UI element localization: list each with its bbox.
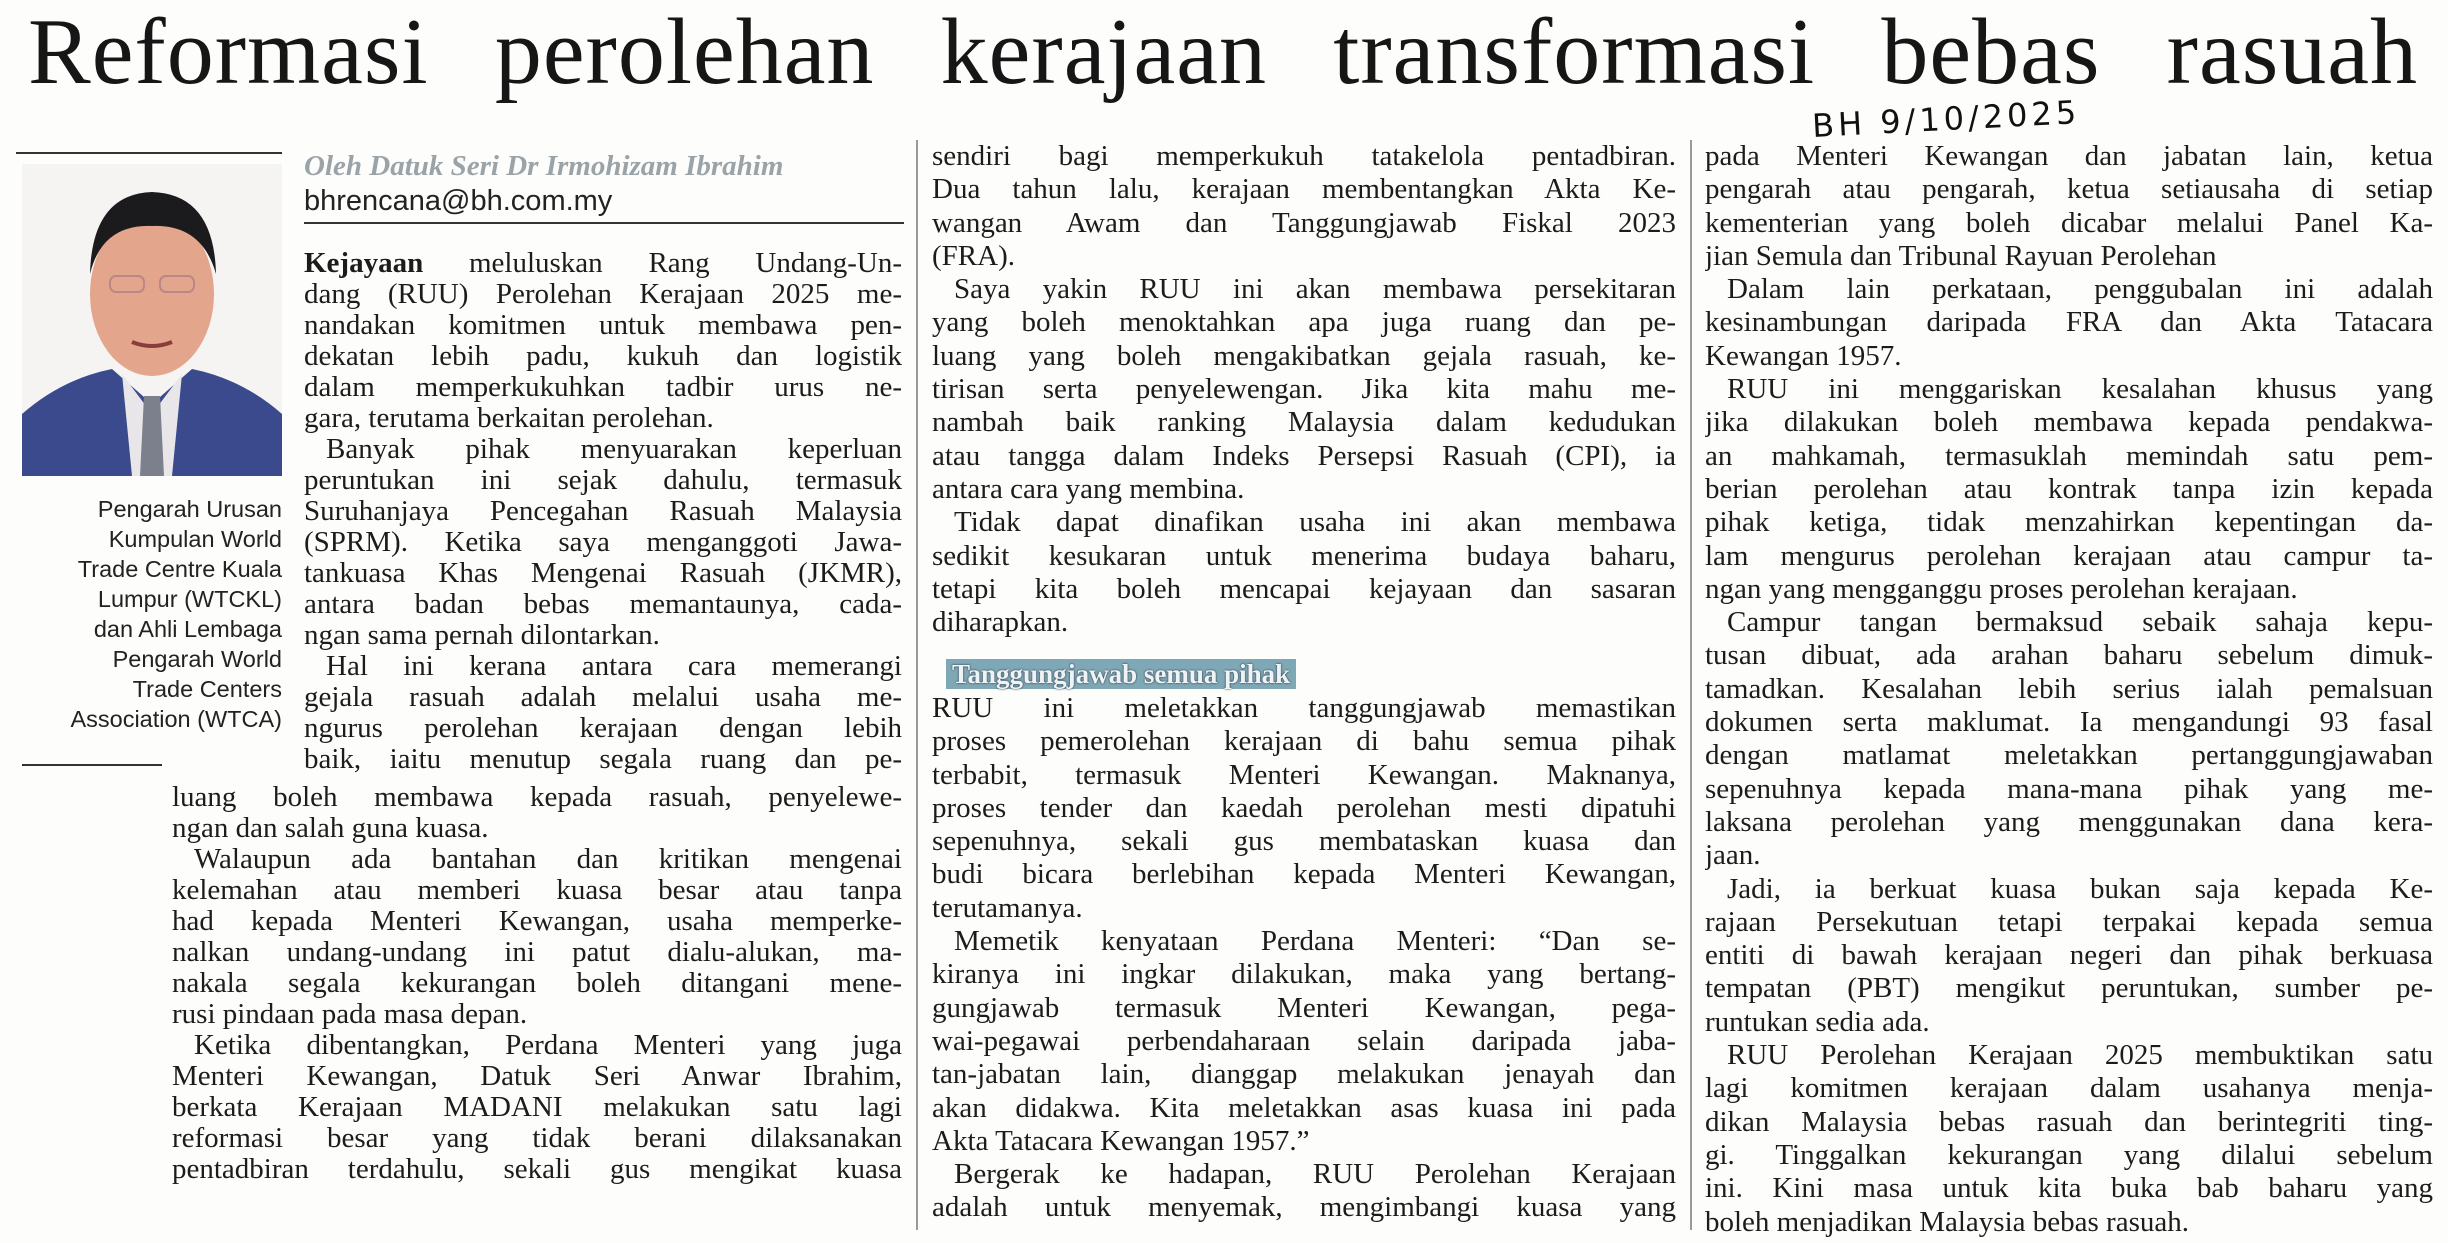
caption-line: Kumpulan World	[108, 526, 282, 552]
text-line: RUU ini meletakkan tanggungjawab memastikan	[932, 692, 1676, 724]
text-line: entiti di bawah kerajaan negeri dan pihak berkuasa	[1705, 939, 2433, 972]
author-caption	[20, 494, 282, 734]
text-line: peruntukan ini sejak dahulu, termasuk	[304, 465, 902, 496]
text-line: rusi pindaan pada masa depan.	[172, 999, 528, 1030]
lead-word: Kejayaan	[304, 248, 424, 279]
text-line: had kepada Menteri Kewangan, usaha memperke-	[172, 906, 902, 937]
text-line: proses tender dan kaedah perolehan mesti dipatuhi	[932, 791, 1676, 824]
text-line: dokumen serta maklumat. Ia mengandungi 93 fasal	[1705, 706, 2433, 739]
text-line: terutamanya.	[932, 891, 1083, 924]
text-line: luang yang boleh mengakibatkan gejala rasuah, ke-	[932, 339, 1676, 372]
text-line: budi bicara berlebihan kepada Menteri Kewangan,	[932, 858, 1676, 891]
text-line: berian perolehan atau kontrak tanpa izin kepada	[1705, 472, 2433, 505]
text-line: tamadkan. Kesalahan lebih serius ialah pemalsuan	[1705, 672, 2433, 705]
text-line: tankuasa Khas Mengenai Rasuah (JKMR),	[304, 558, 902, 589]
text-line: Memetik kenyataan Perdana Menteri: “Dan se-	[954, 925, 1676, 958]
text-line: an mahkamah, termasuklah memindah satu pem-	[1705, 439, 2433, 472]
text-line: dikan Malaysia bebas rasuah dan berintegriti ting-	[1705, 1105, 2433, 1138]
text-line: antara badan bebas memantaunya, cada-	[304, 589, 902, 620]
text-line: rajaan Persekutuan tetapi terpakai kepada semua	[1705, 905, 2433, 938]
text-line: gungjawab termasuk Menteri Kewangan, pega-	[932, 991, 1676, 1024]
text-line: laksana perolehan yang menggunakan dana kera-	[1705, 805, 2433, 838]
caption-line: Trade Centers	[132, 676, 282, 702]
text-line: Kejayaan meluluskan Rang Undang-Un-	[304, 248, 902, 279]
text-line: akan didakwa. Kita meletakkan asas kuasa ini pada	[932, 1091, 1676, 1124]
text-line: kiranya ini ingkar dilakukan, maka yang bertang-	[932, 958, 1676, 991]
caption-line: Pengarah World	[112, 646, 282, 672]
text-line: sedikit kesukaran untuk menerima budaya baharu,	[932, 539, 1676, 572]
text-line: ngan dan salah guna kuasa.	[172, 813, 489, 844]
text-line: Saya yakin RUU ini akan membawa persekitaran	[954, 273, 1676, 306]
text-line: jaan.	[1705, 839, 1761, 872]
text-line: tempatan (PBT) mengikut peruntukan, sumber pe-	[1705, 972, 2433, 1005]
text-line: nandakan komitmen untuk membawa pen-	[304, 310, 902, 341]
text-line: atau tangga dalam Indeks Persepsi Rasuah (CPI), ia	[932, 439, 1676, 472]
divider	[22, 764, 162, 766]
divider	[304, 222, 904, 224]
text-line: gejala rasuah adalah melalui usaha me-	[304, 682, 902, 713]
column-1-top	[304, 248, 902, 775]
text-line: pengarah atau pengarah, ketua setiausaha di setiap	[1705, 173, 2433, 206]
caption-line: Pengarah Urusan	[97, 496, 282, 522]
text-line: tirisan serta penyelewengan. Jika kita mahu me-	[932, 373, 1676, 406]
text-line: Jadi, ia berkuat kuasa bukan saja kepada Ke-	[1727, 872, 2433, 905]
text-line: boleh menjadikan Malaysia bebas rasuah.	[1705, 1205, 2189, 1238]
text-line: ngurus perolehan kerajaan dengan lebih	[304, 713, 902, 744]
handwritten-date-note: BH 9/10/2025	[1811, 93, 2082, 145]
text-line: pada Menteri Kewangan dan jabatan lain, ketua	[1705, 140, 2433, 172]
text-line: proses pemerolehan kerajaan di bahu semua pihak	[932, 725, 1676, 758]
text-line: kementerian yang boleh dicabar melalui Panel Ka-	[1705, 206, 2433, 239]
author-byline: Oleh Datuk Seri Dr Irmohizam Ibrahim	[304, 150, 784, 182]
text-line: ngan yang mengganggu proses perolehan kerajaan.	[1705, 572, 2298, 605]
text-line: kelemahan atau memberi kuasa besar atau tanpa	[172, 875, 902, 906]
text-line: Dalam lain perkataan, penggubalan ini adalah	[1727, 273, 2433, 306]
text-line: dalam memperkukuhkan tadbir urus ne-	[304, 372, 902, 403]
text-line: Menteri Kewangan, Datuk Seri Anwar Ibrahim,	[172, 1061, 902, 1092]
text-line: Hal ini kerana antara cara memerangi	[326, 651, 902, 682]
text-line: terbabit, termasuk Menteri Kewangan. Maknanya,	[932, 758, 1676, 791]
text-line: Walaupun ada bantahan dan kritikan mengenai	[194, 844, 902, 875]
headline: Reformasi perolehan kerajaan transformasi bebas rasuah	[28, 0, 2418, 104]
text-line: sepenuhnya, sekali gus membataskan kuasa dan	[932, 825, 1676, 858]
caption-line: Association (WTCA)	[70, 706, 282, 732]
text-line: Kewangan 1957.	[1705, 339, 1902, 372]
text-line: nambah baik ranking Malaysia dalam kedudukan	[932, 406, 1676, 439]
author-email[interactable]: bhrencana@bh.com.my	[304, 185, 613, 217]
text-line: baik, iaitu menutup segala ruang dan pe-	[304, 744, 902, 775]
text-line: yang boleh menoktahkan apa juga ruang dan pe-	[932, 306, 1676, 339]
text-line: pentadbiran terdahulu, sekali gus mengikat kuasa	[172, 1154, 902, 1185]
text-line: wai-pegawai perbendaharaan selain daripada jaba-	[932, 1024, 1676, 1057]
text-line: berkata Kerajaan MADANI melakukan satu lagi	[172, 1092, 902, 1123]
column-rule	[916, 140, 918, 1230]
text-line: dang (RUU) Perolehan Kerajaan 2025 me-	[304, 279, 902, 310]
text-line: (SPRM). Ketika saya menganggoti Jawa-	[304, 527, 902, 558]
text-line: Campur tangan bermaksud sebaik sahaja kepu-	[1727, 606, 2433, 639]
column-1-bottom	[172, 782, 902, 1185]
text-line: Banyak pihak menyuarakan keperluan	[326, 434, 902, 465]
text-line: dekatan lebih padu, kukuh dan logistik	[304, 341, 902, 372]
caption-line: dan Ahli Lembaga	[93, 616, 282, 642]
caption-line: Trade Centre Kuala	[77, 556, 282, 582]
text-line: sendiri bagi memperkukuh tatakelola pentadbiran.	[932, 140, 1676, 172]
column-2-bottom	[932, 692, 1676, 1225]
text-line: (FRA).	[932, 239, 1015, 272]
text-line: Ketika dibentangkan, Perdana Menteri yang juga	[194, 1030, 902, 1061]
text-line: dengan matlamat meletakkan pertanggungjawaban	[1705, 739, 2433, 772]
text-line: kesinambungan daripada FRA dan Akta Tatacara	[1705, 306, 2433, 339]
text-line: Dua tahun lalu, kerajaan membentangkan Akta Ke-	[932, 173, 1676, 206]
text-line: ngan sama pernah dilontarkan.	[304, 620, 660, 651]
text-line: RUU ini menggariskan kesalahan khusus yang	[1727, 373, 2433, 406]
divider	[16, 152, 282, 154]
text-line: tan-jabatan lain, dianggap melakukan jenayah dan	[932, 1058, 1676, 1091]
column-3	[1705, 140, 2433, 1239]
text-line: wangan Awam dan Tanggungjawab Fiskal 2023	[932, 206, 1676, 239]
text-line: gi. Tinggalkan kekurangan yang dilalui sebelum	[1705, 1138, 2433, 1171]
text-line: diharapkan.	[932, 606, 1069, 639]
text-line: Akta Tatacara Kewangan 1957.”	[932, 1124, 1310, 1157]
text-line: jika dilakukan boleh membawa kepada pendakwa-	[1705, 406, 2433, 439]
text-line: nalkan undang-undang ini patut dialu-alukan, ma-	[172, 937, 902, 968]
subheading: Tanggungjawab semua pihak	[946, 659, 1296, 689]
text-line: pihak ketiga, tidak menzahirkan kepentingan da-	[1705, 506, 2433, 539]
text-line: Suruhanjaya Pencegahan Rasuah Malaysia	[304, 496, 902, 527]
column-2-top	[932, 140, 1676, 639]
text-line: nakala segala kekurangan boleh ditangani mene-	[172, 968, 902, 999]
text-line: Tidak dapat dinafikan usaha ini akan membawa	[954, 506, 1676, 539]
text-line: ini. Kini masa untuk kita buka bab baharu yang	[1705, 1172, 2433, 1205]
text-line: tetapi kita boleh mencapai kejayaan dan sasaran	[932, 572, 1676, 605]
text-line: Bergerak ke hadapan, RUU Perolehan Kerajaan	[954, 1158, 1676, 1191]
text-line: sepenuhnya kepada mana-mana pihak yang me-	[1705, 772, 2433, 805]
text-line: reformasi besar yang tidak berani dilaksanakan	[172, 1123, 902, 1154]
text-line: lam mengurus perolehan kerajaan atau campur ta-	[1705, 539, 2433, 572]
text-line: runtukan sedia ada.	[1705, 1005, 1930, 1038]
text-line: adalah untuk menyemak, mengimbangi kuasa yang	[932, 1191, 1676, 1224]
text-line: RUU Perolehan Kerajaan 2025 membuktikan satu	[1727, 1039, 2433, 1072]
text-line: gara, terutama berkaitan perolehan.	[304, 403, 714, 434]
text-line: antara cara yang membina.	[932, 472, 1245, 505]
text-line: luang boleh membawa kepada rasuah, penyelewe-	[172, 782, 902, 813]
column-rule	[1690, 140, 1692, 1230]
caption-line: Lumpur (WTCKL)	[97, 586, 282, 612]
author-photo	[22, 164, 282, 476]
text-line: tusan dibuat, ada arahan baharu sebelum dimuk-	[1705, 639, 2433, 672]
text-line: jian Semula dan Tribunal Rayuan Perolehan	[1705, 239, 2217, 272]
text-line: lagi komitmen kerajaan dalam usahanya menja-	[1705, 1072, 2433, 1105]
